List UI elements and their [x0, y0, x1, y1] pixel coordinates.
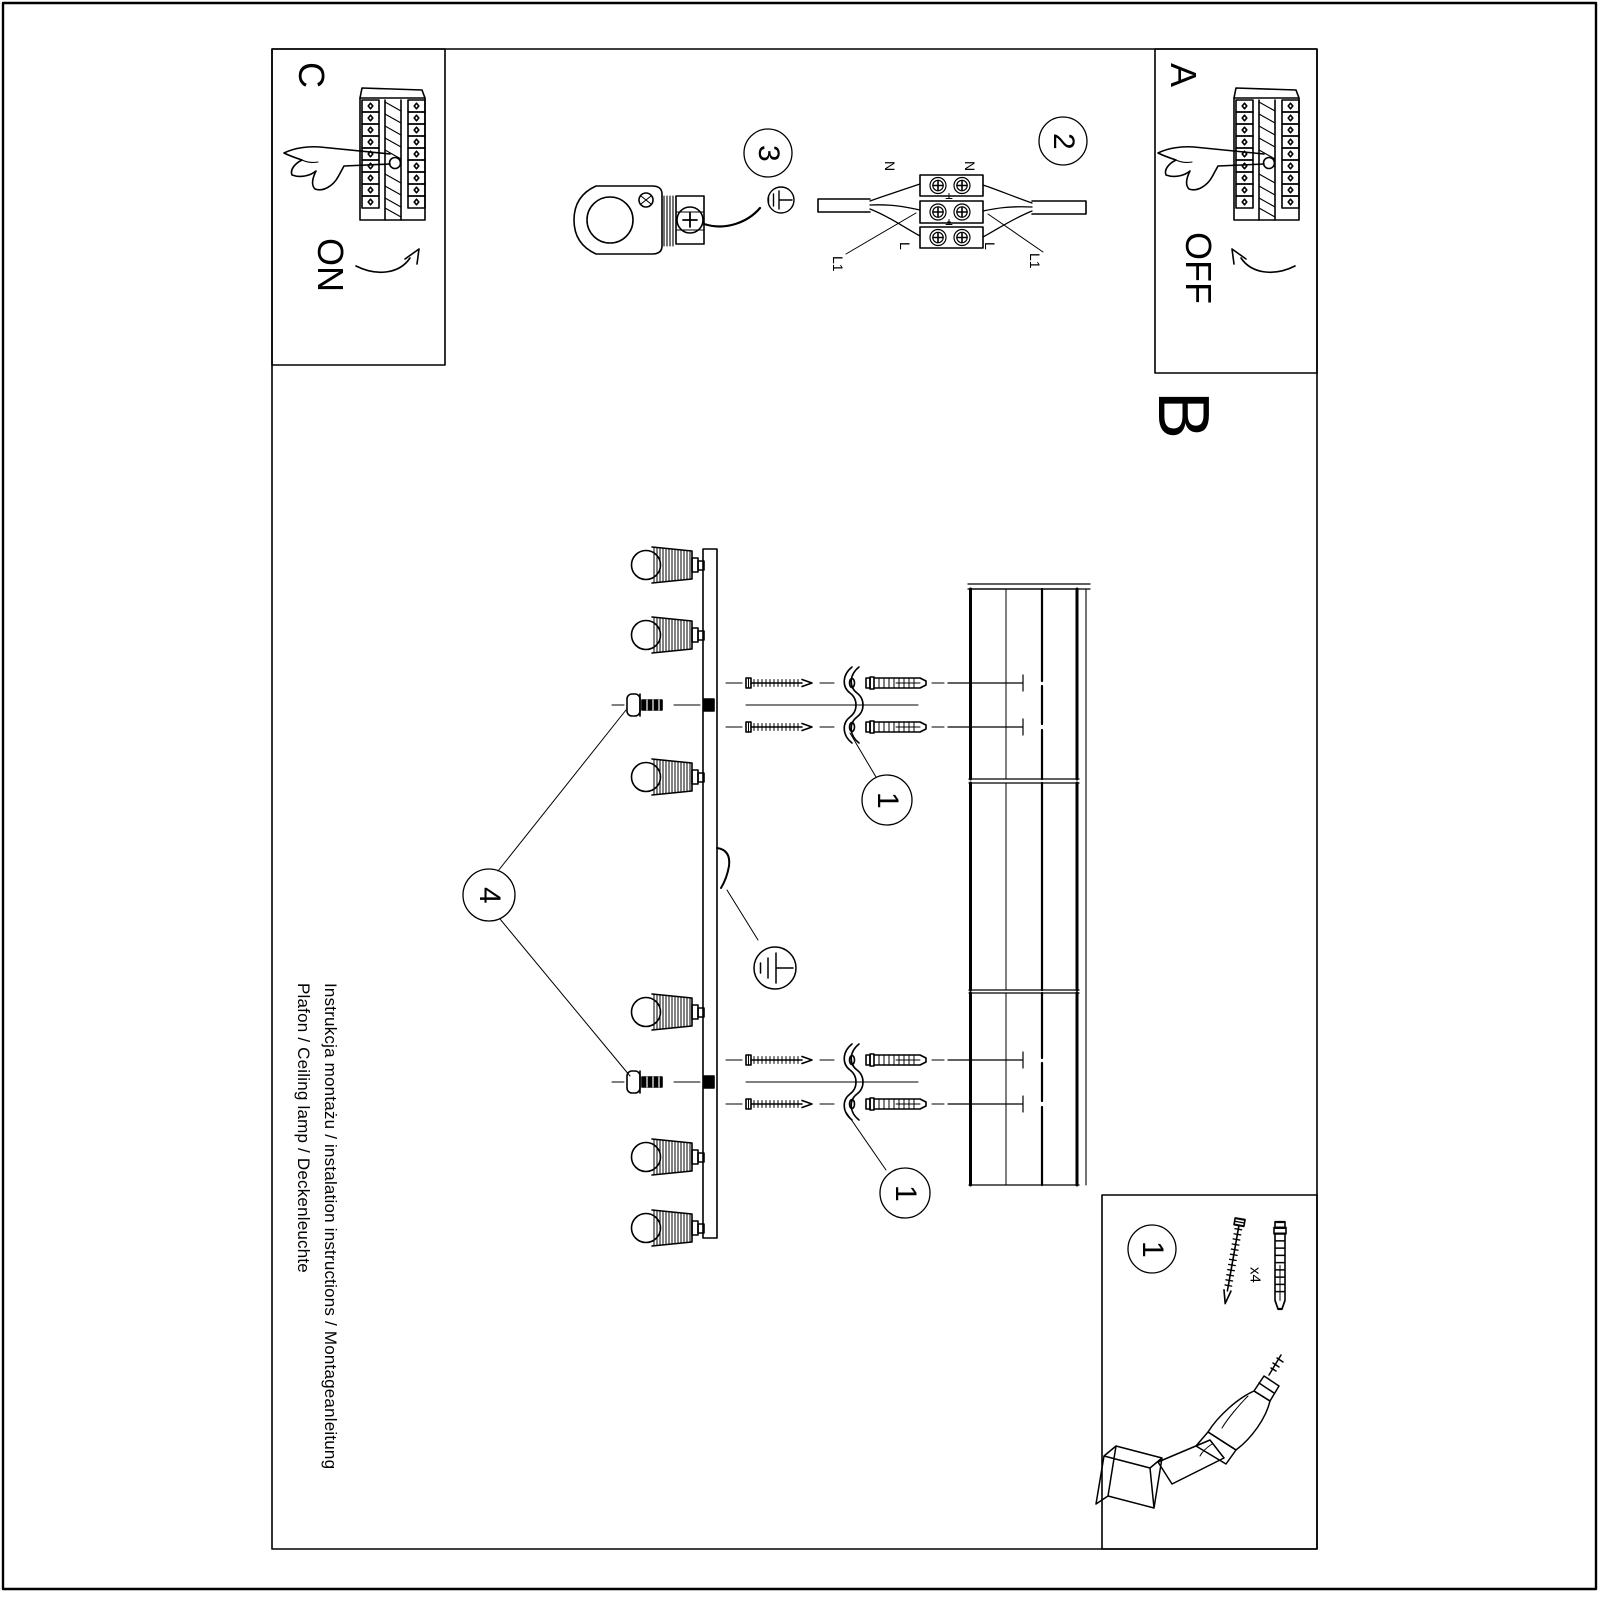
ground-symbol-icon: [754, 947, 796, 989]
step-b-label: B: [1143, 390, 1223, 440]
curved-arrow-on-icon: [356, 258, 410, 272]
step-a-label: A: [1163, 62, 1204, 87]
mini-ground-marks: [946, 194, 952, 225]
switch-off-label: OFF: [1178, 232, 1219, 304]
mounting-screw-icon: [746, 1099, 812, 1109]
mounting-screw-icon: [746, 722, 812, 732]
ground-symbol-icon: [768, 187, 794, 213]
cable-left-icon: [818, 184, 920, 236]
knob-screw-icon: [627, 1071, 662, 1093]
spotlight-icon: [632, 759, 705, 795]
wire-l1-label: L1: [1027, 253, 1043, 269]
wall-plug-icon: [866, 677, 926, 689]
curved-arrow-off-icon: [1241, 258, 1295, 272]
kit-ref-label: 1: [1136, 1240, 1169, 1258]
ceiling-section-drawing: [948, 584, 1090, 1185]
title-line-2: Plafon / Ceiling lamp / Deckenleuchte: [294, 983, 313, 1273]
drill-hole-lines: [948, 675, 1023, 735]
knob-screw-icon: [627, 694, 662, 716]
wire-l-label: L: [982, 242, 998, 250]
step-c-box: [272, 49, 445, 365]
title-line-1: Instrukcja montażu / instalation instructions / Montageanleitung: [321, 983, 340, 1470]
anchor-qty-label: x4: [1246, 1267, 1264, 1283]
callout-4-leaders: [498, 710, 630, 1076]
callout-1-label: 1: [889, 1184, 922, 1202]
switch-on-label: ON: [310, 238, 351, 292]
cable-right-icon: [983, 185, 1086, 237]
title-block: [290, 983, 344, 1523]
wire-n-label: N: [962, 160, 978, 172]
mounting-screw-icon: [746, 1055, 812, 1065]
mounting-screw-icon: [746, 678, 812, 688]
drill-icon: [1096, 1355, 1283, 1508]
ground-wire-icon: [704, 208, 760, 226]
spotlight-icon: [632, 1139, 705, 1175]
fuse-box-hand-on-icon: [284, 88, 425, 272]
wall-plug-icon: [866, 721, 926, 733]
wire-l-label: L: [897, 242, 913, 250]
spotlight-icon: [632, 547, 705, 583]
callout-1-label: 1: [871, 791, 904, 809]
wire-l1-label: L1: [830, 256, 846, 272]
spotlight-icon: [632, 617, 705, 653]
lamp-bar: [703, 549, 717, 1238]
wall-plug-icon: [1274, 1222, 1286, 1309]
callout-2-label: 2: [1047, 132, 1080, 150]
ceiling-lamp-assembly-drawing: [463, 547, 1090, 1246]
wall-plug-icon: [866, 1098, 926, 1110]
main-panel-box: [272, 49, 1317, 1549]
spotlight-icon: [632, 994, 705, 1030]
drill-hole-lines: [948, 1052, 1023, 1112]
step-c-label: C: [291, 62, 332, 88]
wire-n-label: N: [882, 160, 898, 172]
wall-plug-icon: [866, 1054, 926, 1066]
spotlight-icon: [632, 1210, 705, 1246]
callout-3-label: 3: [752, 144, 785, 162]
mounting-hardware-set: [726, 667, 944, 825]
ground-wire-icon: [717, 848, 729, 888]
callout-4-label: 4: [473, 886, 506, 904]
page-border: [3, 3, 1596, 1589]
